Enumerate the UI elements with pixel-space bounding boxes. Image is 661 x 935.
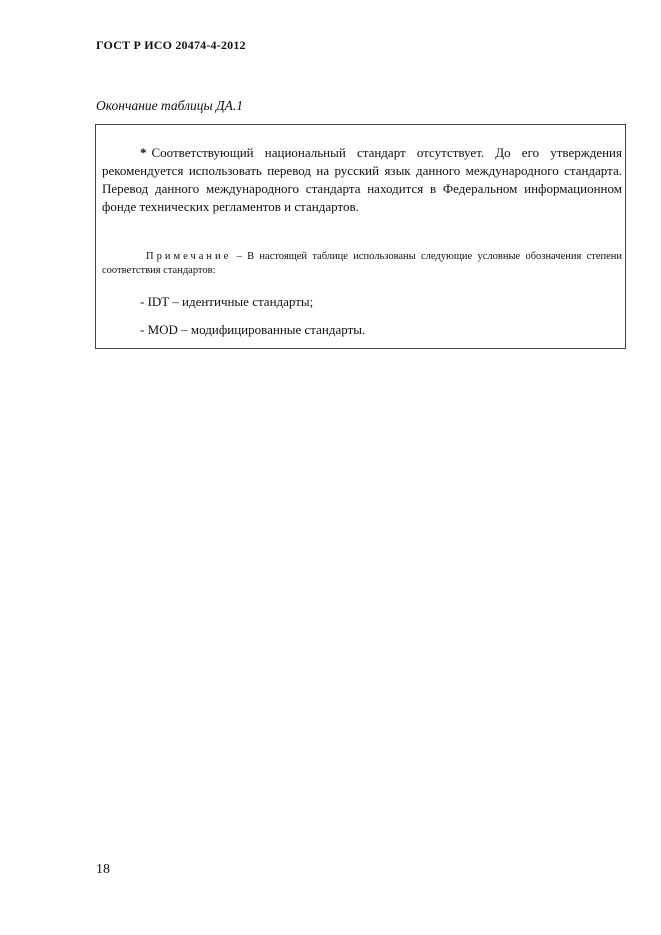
footnote-paragraph: [102, 144, 622, 216]
note-text: – В настоящей таблице использованы следующие условные обозначения степени соответствия стандартов:: [102, 251, 623, 276]
table-notes-box: [95, 124, 626, 349]
note-label: Примечание: [146, 251, 232, 262]
legend-item-mod: - MOD – модифицированные стандарты.: [140, 322, 366, 337]
footnote-text: Соответствующий национальный стандарт отсутствует. До его утверждения рекомендуется использовать перевод на русский язык данного международного стандарта. Перевод данного международного стандарта находится в Федеральном информационном фонде технических регламентов и стандартов.: [102, 145, 622, 214]
document-header-code: ГОСТ Р ИСО 20474-4-2012: [96, 38, 246, 52]
table-caption: Окончание таблицы ДА.1: [96, 98, 243, 113]
legend-item-idt: - IDT – идентичные стандарты;: [140, 294, 314, 309]
footnote-marker: *: [140, 145, 147, 160]
note-paragraph: [102, 250, 622, 278]
page-number: 18: [96, 862, 110, 877]
